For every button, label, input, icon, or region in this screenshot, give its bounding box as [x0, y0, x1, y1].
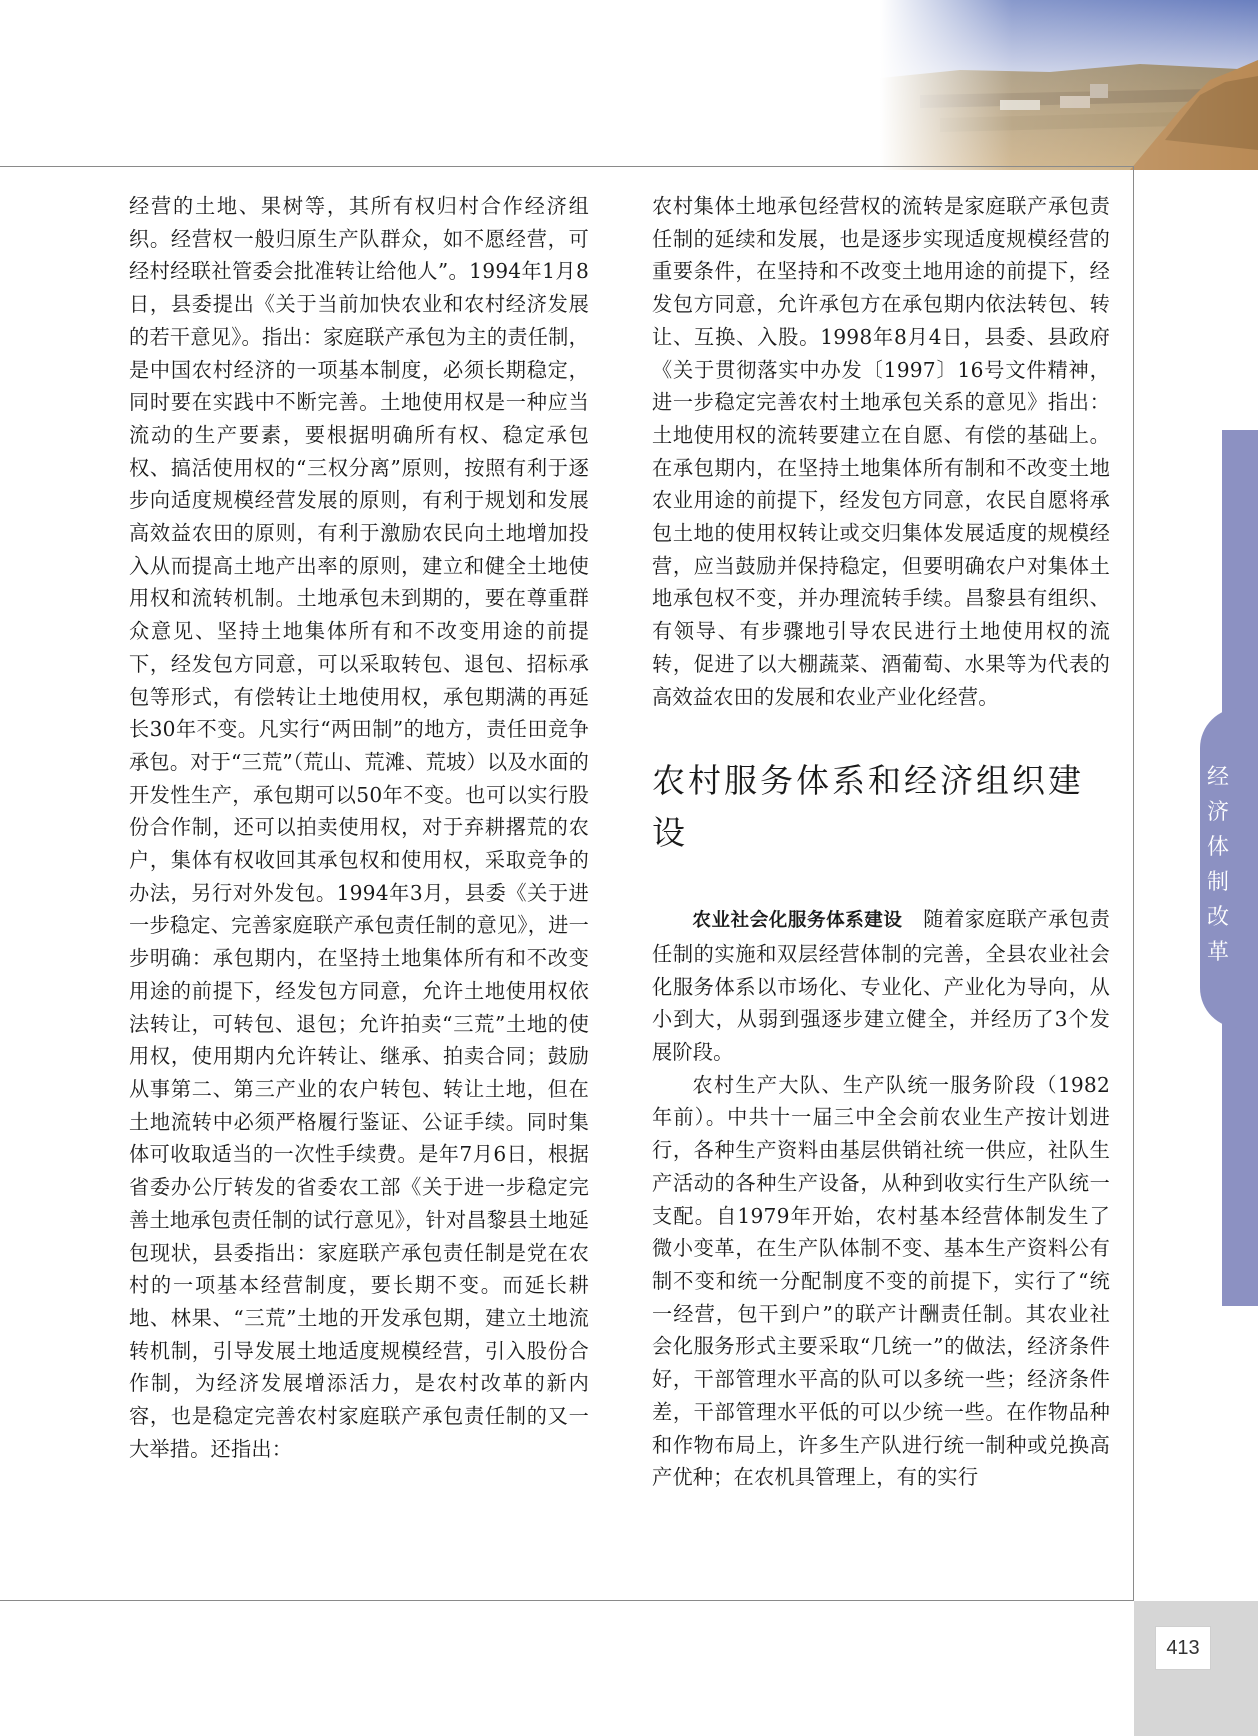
- page-number: 413: [1155, 1626, 1211, 1670]
- bottom-rule: [0, 1600, 1134, 1601]
- right-paragraph-3: 农村生产大队、生产队统一服务阶段（1982年前）。中共十一届三中全会前农业生产按计划进行，各种生产资料由基层供销社统一供应，社队生产活动的各种生产设备，从种到收实行生产队统一支配。自1979年开始，农村基本经营体制发生了微小变革，在生产队体制不变、基本生产资料公有制不变和统一分配制度不变的前提下，实行了“统一经营，包干到户”的联产计酬责任制。其农业社会化服务形式主要采取“几统一”的做法，经济条件好，干部管理水平高的队可以多统一些；经济条件差，干部管理水平低的可以少统一些。在作物品种和作物布局上，许多生产队进行统一制种或兑换高产优种；在农机具管理上，有的实行: [652, 1072, 1110, 1490]
- section-tab-label: 经济体制改革: [1206, 765, 1229, 965]
- right-rule: [1133, 166, 1134, 1600]
- left-column-text: 经营的土地、果树等，其所有权归村合作经济组织。经营权一般归原生产队群众，如不愿经营，可经村经联社管委会批准转让给他人”。1994年1月8日，县委提出《关于当前加快农业和农村经济发展的若干意见》。指出：家庭联产承包为主的责任制，是中国农村经济的一项基本制度，必须长期稳定，同时要在实践中不断完善。土地使用权是一种应当流动的生产要素，要根据明确所有权、稳定承包权、搞活使用权的“三权分离”原则，按照有利于逐步向适度规模经营发展的原则，有利于规划和发展高效益农田的原则，有利于激励农民向土地增加投入从而提高土地产出率的原则，建立和健全土地使用权和流转机制。土地承包未到期的，要在尊重群众意见、坚持土地集体所有和不改变用途的前提下，经发包方同意，可以采取转包、退包、招标承包等形式，有偿转让土地使用权，承包期满的再延长30年不变。凡实行“两田制”的地方，责任田竞争承包。对于“三荒”（荒山、荒滩、荒坡）以及水面的开发性生产，承包期可以50年不变。也可以实行股份合作制，还可以拍卖使用权，对于弃耕撂荒的农户，集体有权收回其承包权和使用权，采取竞争的办法，另行对外发包。1994年3月，县委《关于进一步稳定、完善家庭联产承包责任制的意见》，进一步明确：承包期内，在坚持土地集体所有和不改变用途的前提下，经发包方同意，允许土地使用权依法转让，可转包、退包；允许拍卖“三荒”土地的使用权，使用期内允许转让、继承、拍卖合同；鼓励从事第二、第三产业的农户转包、转让土地，但在土地流转中必须严格履行鉴证、公证手续。同时集体可收取适当的一次性手续费。是年7月6日，根据省委办公厅转发的省委农工部《关于进一步稳定完善土地承包责任制的试行意见》，针对昌黎县土地延包现状，县委指出：家庭联产承包责任制是党在农村的一项基本经营制度，要长期不变。而延长耕地、林果、“三荒”土地的开发承包期，建立土地流转机制，引导发展土地适度规模经营，引入股份合作制，为经济发展增添活力，是农村改革的新内容，也是稳定完善农村家庭联产承包责任制的又一大举措。还指出：: [129, 194, 589, 1461]
- right-column: [652, 190, 1110, 1494]
- right-paragraph-1: 农村集体土地承包经营权的流转是家庭联产承包责任制的延续和发展，也是逐步实现适度规模经营的重要条件，在坚持和不改变土地用途的前提下，经发包方同意，允许承包方在承包期内依法转包、转让、互换、入股。1998年8月4日，县委、县政府《关于贯彻落实中办发〔1997〕16号文件精神，进一步稳定完善农村土地承包关系的意见》指出：土地使用权的流转要建立在自愿、有偿的基础上。在承包期内，在坚持土地集体所有制和不改变土地农业用途的前提下，经发包方同意，农民自愿将承包土地的使用权转让或交归集体发展适度的规模经营，应当鼓励并保持稳定，但要明确农户对集体土地承包权不变，并办理流转手续。昌黎县有组织、有领导、有步骤地引导农民进行土地使用权的流转，促进了以大棚蔬菜、酒葡萄、水果等为代表的高效益农田的发展和农业产业化经营。: [652, 194, 1110, 709]
- header-landscape-photo: [880, 0, 1258, 170]
- section-heading: 农村服务体系和经济组织建设: [652, 761, 1084, 853]
- right-paragraph-2: [652, 903, 1110, 1069]
- paragraph-2-body: 随着家庭联产承包责任制的实施和双层经营体制的完善，全县农业社会化服务体系以市场化、专业化、产业化为导向，从小到大，从弱到强逐步建立健全，并经历了3个发展阶段。: [652, 907, 1110, 1065]
- paragraph-lead: 农业社会化服务体系建设: [692, 910, 903, 932]
- left-column: [129, 190, 589, 1465]
- top-rule: [0, 166, 1134, 167]
